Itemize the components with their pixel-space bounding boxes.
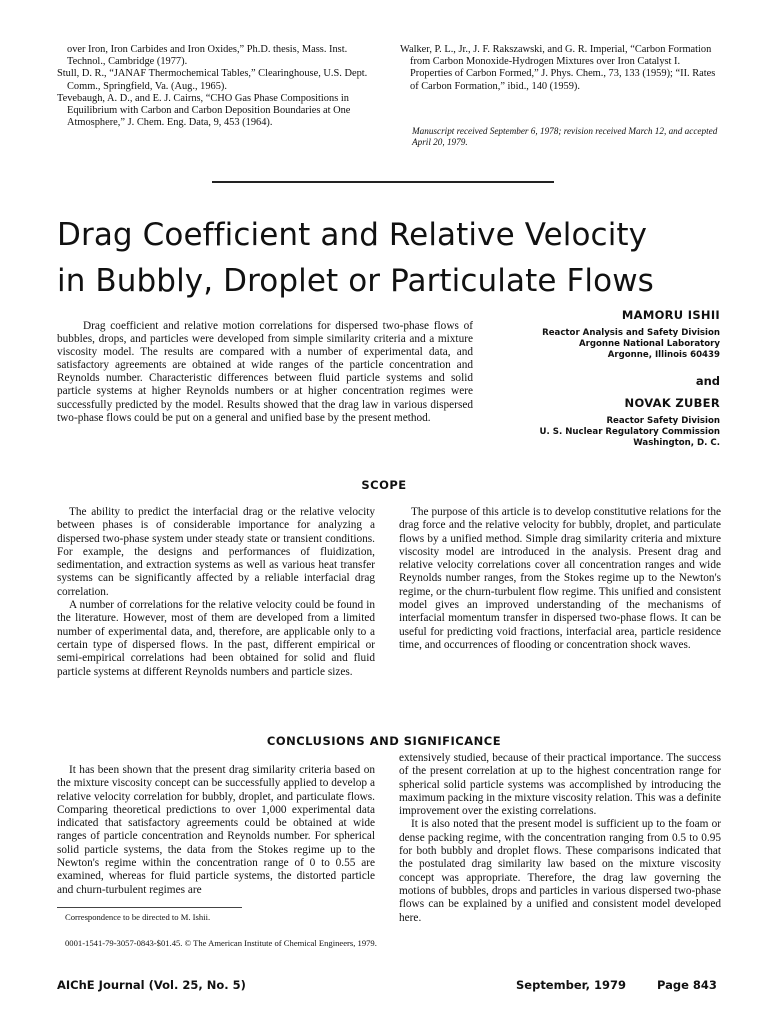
reference-entry: over Iron, Iron Carbides and Iron Oxides,” Ph.D. thesis, Mass. Inst. Technol., Cambridge (1977). [67,44,348,68]
references-right [400,44,722,93]
abstract: Drag coefficient and relative motion correlations for dispersed two-phase flows of bubbles, drops, and particles were developed from simple similarity criteria and a mixture viscosity model. The results are compared with a number of experimental data, and satisfactory agreements are obtained at wide ranges of the particle concentration and Reynolds number. Characteristic differences between fluid particle systems and solid particle systems at higher Reynolds numbers or at higher concentration regimes were successfully predicted by the model. Results showed that the drag law in various dispersed two-phase flows could be put on a general and unified base by the present method. [57,320,473,424]
title-line-1: Drag Coefficient and Relative Velocity [57,217,648,253]
paragraph: extensively studied, because of their practical importance. The success of the present correlation at up to the highest concentration range for spherical solid particle systems was accomplished by introducing the maximum packing in the mixture viscosity relation. This was a definite improvement over the existing correlations. [399,752,721,818]
scope-heading: SCOPE [361,478,407,492]
reference-entry: Walker, P. L., Jr., J. F. Rakszawski, and G. R. Imperial, “Carbon Formation from Carbon Monoxide-Hydrogen Mixtures over Iron Catalyst I. Properties of Carbon Formed,” J. Phys. Chem., 73, 133 (1959); “II. Rates of Carbon Formation,” ibid., 140 (1959). [400,44,716,92]
paragraph: It has been shown that the present drag similarity criteria based on the mixture viscosity concept can be successfully applied to develop a relative velocity correlation for bubbly, droplet, and particulate flows. Comparing theoretical predictions to over 1,000 experimental data indicated that satisfactory agreements could be obtained at wide ranges of particle concentration and Reynolds number. For spherical solid particle systems, the data from the Stokes regime up to the Newton's regime within the concentration range of 0 to 0.55 are examined, whereas for fluid particle systems, the distorted particle and churn-turbulent regimes are [57,764,375,896]
title-line-2: in Bubbly, Droplet or Particulate Flows [57,263,654,299]
section-divider [212,181,554,183]
paragraph: The ability to predict the interfacial drag or the relative velocity between phases is of considerable importance for analyzing a dispersed two-phase system under steady state or transient conditions. For example, the designs and performances of fluidization, sedimentation, and extraction systems as well as various heat transfer systems can be significantly affected by a reliable interfacial drag correlation. [57,506,375,598]
affiliation-line: Reactor Analysis and Safety Division [542,328,720,338]
scope-right-column [399,506,721,652]
footnote-correspondence: Correspondence to be directed to M. Ishii. [65,912,211,922]
affiliation-line: Washington, D. C. [633,438,720,449]
affiliation-line: Argonne National Laboratory [578,339,720,350]
paragraph: The purpose of this article is to develop constitutive relations for the drag force and the relative velocity for bubbly, droplet, and particulate flows by a unified method. Simple drag similarity criteria and mixture viscosity model are introduced in the analysis. Present drag and relative velocity correlations cover all concentration ranges and wide Reynolds number ranges, from the Stokes regime up to the Newton's regime, or the churn-turbulent flow regime. This unified and consistent model gives an improved understanding of the mechanisms of interfacial momentum transfer in dispersed two-phase flows. It can be useful for predicting void fractions, interfacial area, particle residence time, and occurrences of flooding or concentration shock waves. [399,506,721,651]
footer-journal: AIChE Journal (Vol. 25, No. 5) [57,978,246,992]
affiliation-line: Reactor Safety Division [606,415,720,426]
author-block [460,308,720,449]
author-name: MAMORU ISHII [621,308,720,322]
reference-entry: Tevebaugh, A. D., and E. J. Cairns, “CHO Gas Phase Compositions in Equilibrium with Carbon and Carbon Deposition Boundaries at One Atmosphere,” J. Chem. Eng. Data, 9, 453 (1964). [57,92,351,129]
affiliation-line: Argonne, Illinois 60439 [607,350,720,361]
author-name: NOVAK ZUBER [624,395,720,410]
paragraph: A number of correlations for the relative velocity could be found in the literature. However, most of them are developed from a limited number of experimental data, and, therefore, are applicable only to a certain type of dispersed flows. In the past, different empirical or semi-empirical correlations had been obtained for solid and fluid particle systems at different Reynolds numbers and particle sizes. [57,599,375,678]
article-title [57,212,654,304]
scope-left-column [57,506,375,679]
paragraph: It is also noted that the present model is sufficient up to the foam or dense packing regime, with the concentration ranging from 0.5 to 0.95 for both bubbly and droplet flows. These comparisons indicated that the postulated drag similarity law based on the mixture viscosity concept was appropriate. Therefore, the drag law governing the motions of bubbles, drops and particles in various dispersed two-phase flows can be explained by a unified and consistent model developed here. [399,818,721,924]
conclusions-right-column [399,752,721,925]
footer-date: September, 1979 [516,978,626,992]
conclusions-heading: CONCLUSIONS AND SIGNIFICANCE [266,734,502,748]
conclusions-left-column [57,764,375,897]
manuscript-note: Manuscript received September 6, 1978; revision received March 12, and accepted April 20, 1979. [412,126,718,147]
affiliation-line: U. S. Nuclear Regulatory Commission [539,426,720,437]
footer-page-number: Page 843 [657,978,717,992]
footnote-copyright: 0001-1541-79-3057-0843-$01.45. © The American Institute of Chemical Engineers, 1979. [65,938,377,948]
reference-entry: Stull, D. R., “JANAF Thermochemical Tables,” Clearinghouse, U.S. Dept. Comm., Springfield, Va. (Aug., 1965). [57,68,368,92]
references-left [57,44,382,129]
footnote-divider [57,907,242,908]
author-conjunction: and [695,373,720,388]
